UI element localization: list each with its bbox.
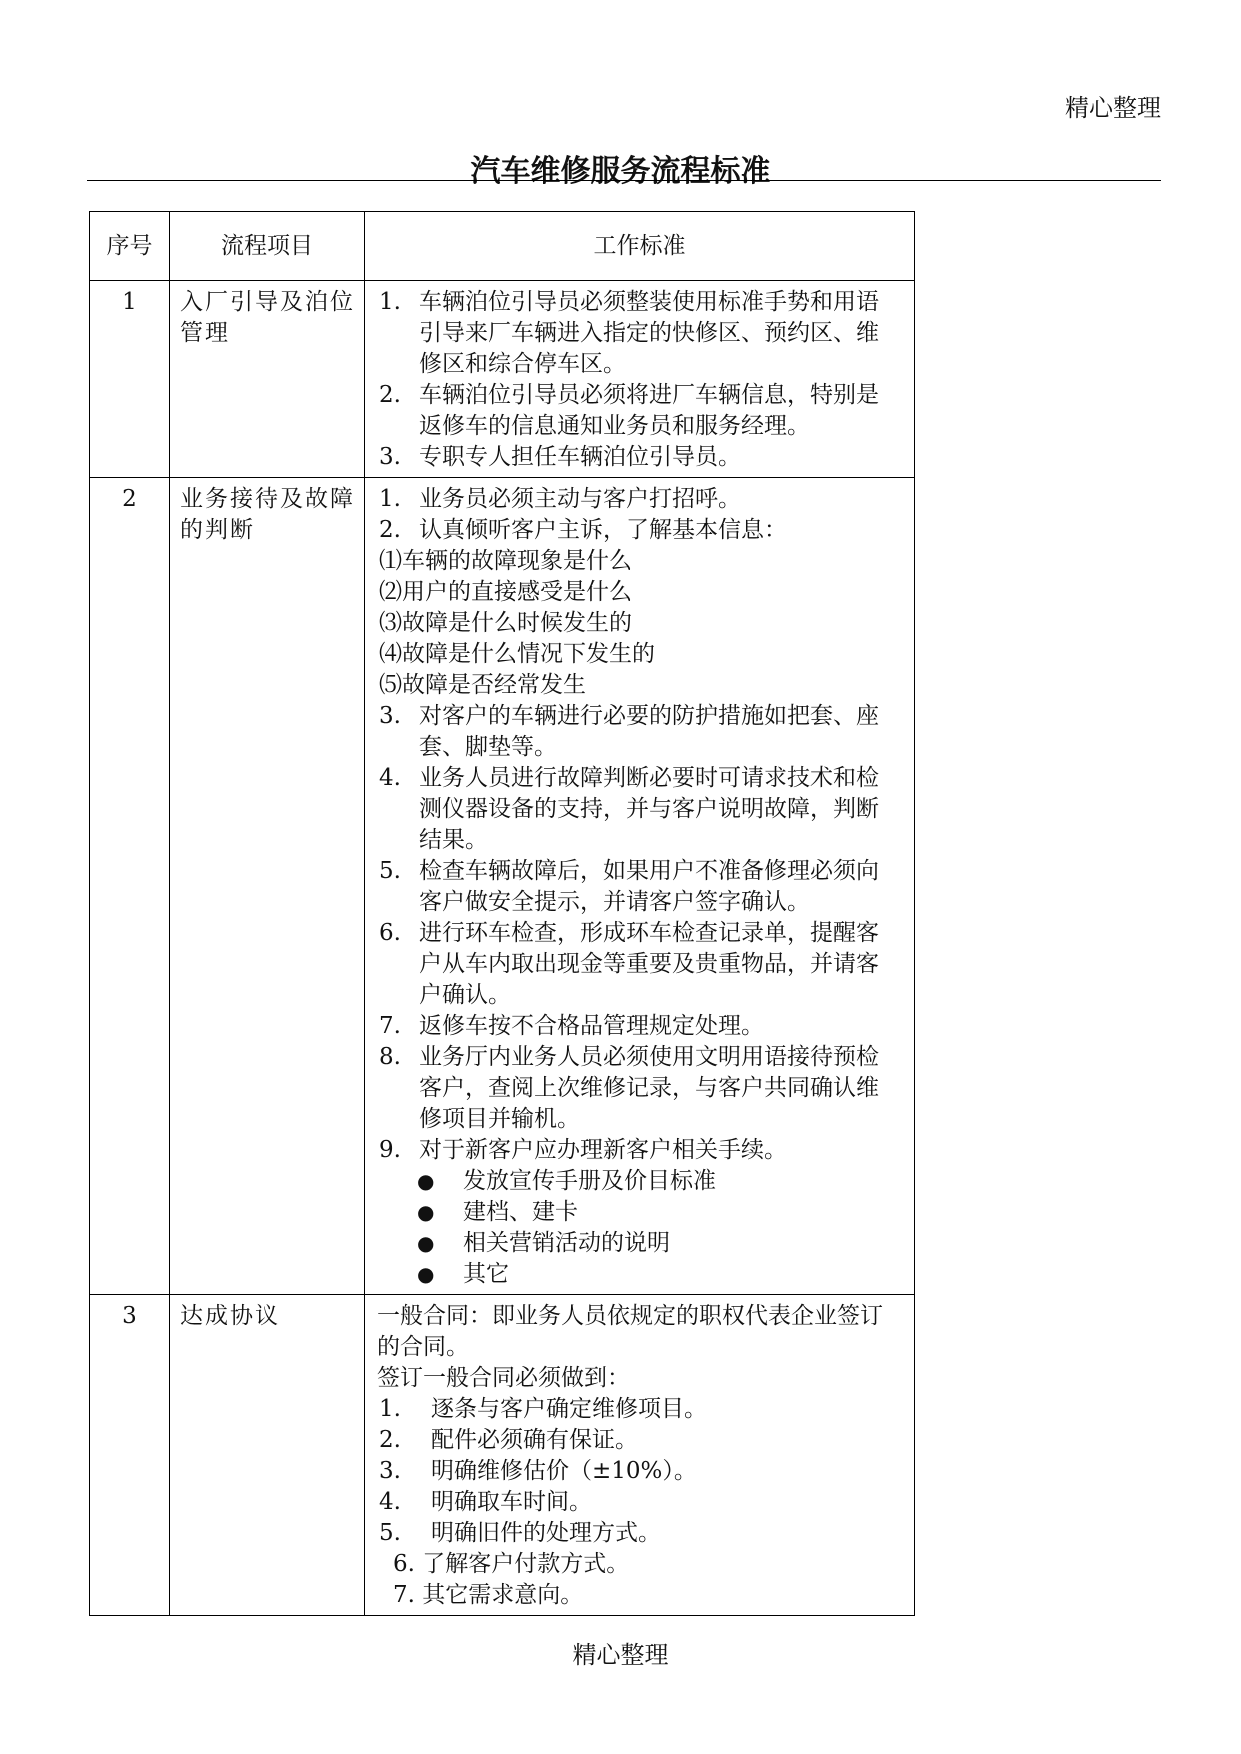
row-number: 2 <box>90 478 170 1295</box>
bullet-item <box>377 1259 900 1290</box>
list-item-text: 业务厅内业务人员必须使用文明用语接待预检客户，查阅上次维修记录，与客户共同确认维修项目并输机。 <box>419 1044 879 1132</box>
list-item-number: 2. <box>379 382 401 408</box>
list-item-text: 进行环车检查，形成环车检查记录单，提醒客户从车内取出现金等重要及贵重物品，并请客户确认。 <box>419 920 879 1008</box>
row-number: 3 <box>90 1295 170 1616</box>
table-header-row <box>90 212 915 281</box>
list-item-text: 明确维修估价（±10%）。 <box>431 1458 697 1484</box>
header-standard: 工作标准 <box>365 212 915 281</box>
list-item-number: 4. <box>379 765 401 791</box>
list-item <box>377 515 900 546</box>
list-item <box>377 1394 900 1425</box>
bullet-text: 相关营销活动的说明 <box>463 1230 670 1256</box>
standard-cell <box>365 478 915 1295</box>
paragraph: 签订一般合同必须做到： <box>377 1365 630 1391</box>
sub-list-item: ⑵用户的直接感受是什么 <box>379 579 632 605</box>
title-underline <box>87 180 1161 181</box>
list-item-text: 业务人员进行故障判断必要时可请求技术和检测仪器设备的支持，并与客户说明故障，判断结果。 <box>419 765 879 853</box>
bullet-dot-icon: ● <box>417 1262 435 1286</box>
list-item <box>377 380 900 442</box>
list-item-text: 认真倾听客户主诉，了解基本信息： <box>419 517 787 543</box>
list-item-text: 对于新客户应办理新客户相关手续。 <box>419 1137 787 1163</box>
list-item <box>377 856 900 918</box>
list-item: 6. 了解客户付款方式。 <box>393 1551 630 1577</box>
bullet-dot-icon: ● <box>417 1169 435 1193</box>
list-item <box>377 701 900 763</box>
list-item-text: 检查车辆故障后，如果用户不准备修理必须向客户做安全提示，并请客户签字确认。 <box>419 858 879 915</box>
sub-list-item: ⑸故障是否经常发生 <box>379 672 586 698</box>
list-item-number: 5. <box>379 858 401 884</box>
header-item: 流程项目 <box>170 212 365 281</box>
list-item-text: 车辆泊位引导员必须将进厂车辆信息，特别是返修车的信息通知业务员和服务经理。 <box>419 382 879 439</box>
table-row <box>90 281 915 478</box>
list-item-number: 1. <box>379 1396 401 1422</box>
list-item-number: 4. <box>379 1489 401 1515</box>
list-item-text: 逐条与客户确定维修项目。 <box>431 1396 707 1422</box>
list-item-number: 3. <box>379 1458 401 1484</box>
sub-list-item: ⑷故障是什么情况下发生的 <box>379 641 655 667</box>
footer-watermark-text: 精心整理 <box>572 1641 669 1669</box>
paragraph: 一般合同：即业务人员依规定的职权代表企业签订的合同。 <box>377 1303 883 1360</box>
list-item-number: 1. <box>379 289 401 315</box>
document-title: 汽车维修服务流程标准 <box>470 154 771 189</box>
list-item: 7. 其它需求意向。 <box>393 1582 584 1608</box>
list-item <box>377 442 900 473</box>
list-item-text: 专职专人担任车辆泊位引导员。 <box>419 444 741 470</box>
sub-list-item: ⑶故障是什么时候发生的 <box>379 610 632 636</box>
list-item <box>377 1518 900 1549</box>
list-item-number: 7. <box>379 1013 401 1039</box>
list-item <box>377 918 900 1011</box>
table-row <box>90 478 915 1295</box>
list-item-number: 2. <box>379 1427 401 1453</box>
list-item-text: 车辆泊位引导员必须整装使用标准手势和用语引导来厂车辆进入指定的快修区、预约区、维修区和综合停车区。 <box>419 289 879 377</box>
standard-cell <box>365 281 915 478</box>
table-row <box>90 1295 915 1616</box>
process-standard-table <box>89 211 915 1616</box>
bullet-text: 发放宣传手册及价目标准 <box>463 1168 716 1194</box>
list-item-number: 6. <box>379 920 401 946</box>
bullet-item <box>377 1228 900 1259</box>
list-item <box>377 484 900 515</box>
list-item <box>377 287 900 380</box>
bullet-text: 建档、建卡 <box>463 1199 578 1225</box>
list-item <box>377 1135 900 1166</box>
bullet-item <box>377 1166 900 1197</box>
list-item-number: 2. <box>379 517 401 543</box>
list-item-number: 3. <box>379 703 401 729</box>
row-number: 1 <box>90 281 170 478</box>
list-item <box>377 763 900 856</box>
list-item-number: 3. <box>379 444 401 470</box>
bullet-dot-icon: ● <box>417 1231 435 1255</box>
process-item: 达成协议 <box>170 1295 365 1616</box>
process-item: 入厂引导及泊位管理 <box>170 281 365 478</box>
list-item-text: 配件必须确有保证。 <box>431 1427 638 1453</box>
list-item <box>377 1487 900 1518</box>
list-item-number: 5. <box>379 1520 401 1546</box>
bullet-text: 其它 <box>463 1261 509 1287</box>
process-item: 业务接待及故障的判断 <box>170 478 365 1295</box>
list-item <box>377 1011 900 1042</box>
list-item-text: 返修车按不合格品管理规定处理。 <box>419 1013 764 1039</box>
list-item-text: 对客户的车辆进行必要的防护措施如把套、座套、脚垫等。 <box>419 703 879 760</box>
list-item-number: 9. <box>379 1137 401 1163</box>
standard-cell <box>365 1295 915 1616</box>
list-item <box>377 1425 900 1456</box>
list-item <box>377 1042 900 1135</box>
list-item-text: 明确旧件的处理方式。 <box>431 1520 661 1546</box>
list-item <box>377 1456 900 1487</box>
list-item-number: 1. <box>379 486 401 512</box>
header-num: 序号 <box>90 212 170 281</box>
bullet-dot-icon: ● <box>417 1200 435 1224</box>
list-item-number: 8. <box>379 1044 401 1070</box>
list-item-text: 业务员必须主动与客户打招呼。 <box>419 486 741 512</box>
list-item-text: 明确取车时间。 <box>431 1489 592 1515</box>
header-watermark-text: 精心整理 <box>1065 94 1161 122</box>
bullet-item <box>377 1197 900 1228</box>
sub-list-item: ⑴车辆的故障现象是什么 <box>379 548 632 574</box>
